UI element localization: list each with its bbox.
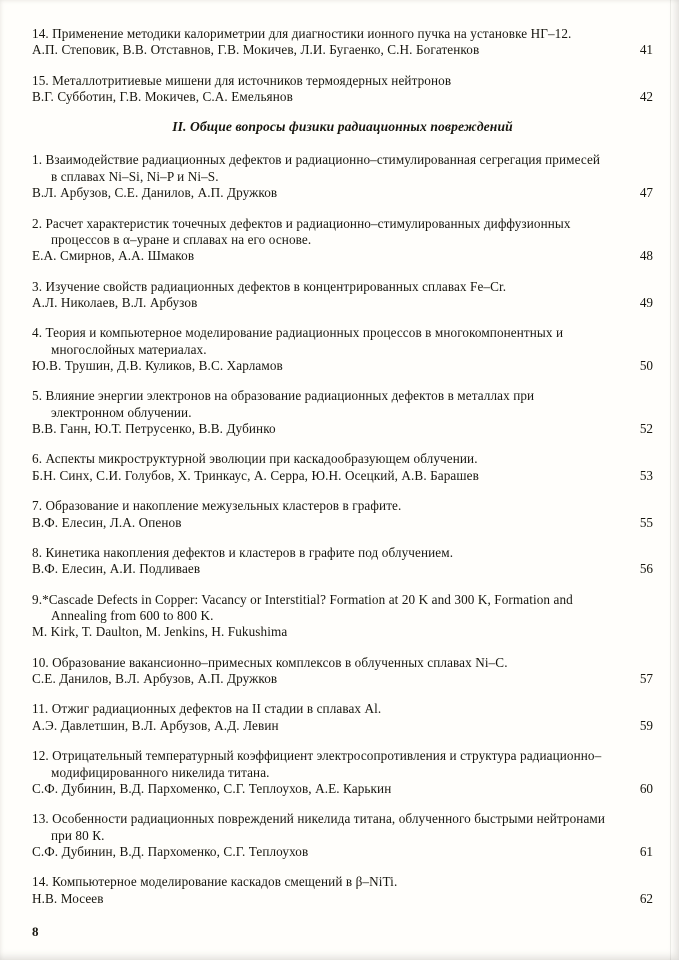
entry-text [32, 451, 619, 484]
entry-page-number: 47 [639, 185, 653, 201]
entry-authors: M. Kirk, T. Daulton, M. Jenkins, H. Fukushima [32, 624, 288, 640]
entry-text [32, 73, 619, 106]
entry-title: 5. Влияние энергии электронов на образование радиационных дефектов в металлах при электронном облучении. [32, 388, 535, 420]
section-heading: II. Общие вопросы физики радиационных повреждений [172, 119, 513, 135]
entry-text [32, 325, 619, 374]
entry-authors: В.В. Ганн, Ю.Т. Петрусенко, В.В. Дубинко [32, 421, 276, 437]
entry-authors: А.Э. Давлетшин, В.Л. Арбузов, А.Д. Левин [32, 717, 279, 733]
entry-page-number: 42 [639, 89, 653, 105]
entry-title: 4. Теория и компьютерное моделирование радиационных процессов в многокомпонентных и многослойных материалах. [32, 325, 564, 357]
entry-authors: С.Е. Данилов, В.Л. Арбузов, А.П. Дружков [32, 671, 278, 687]
entry-authors: Е.А. Смирнов, А.А. Шмаков [32, 248, 195, 264]
entry-page-number: 62 [639, 890, 653, 906]
entry-title: 14. Применение методики калориметрии для диагностики ионного пучка на установке НГ–12. [32, 26, 572, 41]
entry-text [32, 748, 619, 797]
toc-entry [32, 748, 653, 797]
entry-page-number: 41 [639, 42, 653, 58]
page-number: 8 [32, 924, 39, 939]
entry-title: 9.*Cascade Defects in Copper: Vacancy or Interstitial? Formation at 20 K and 300 K, Formation and Annealing from 600 to 800 K. [32, 591, 573, 623]
entry-title: 13. Особенности радиационных повреждений никелида титана, облученного быстрыми нейтронами при 80 К. [32, 811, 606, 843]
entry-page-number: 53 [639, 467, 653, 483]
entry-text [32, 152, 619, 201]
entry-page-number: 48 [639, 248, 653, 264]
entry-text [32, 26, 619, 59]
toc-entry [32, 325, 653, 374]
entry-page-number: 52 [639, 421, 653, 437]
entry-text [32, 279, 619, 312]
entry-text [32, 545, 619, 578]
entry-authors: А.П. Степовик, В.В. Отставнов, Г.В. Мокичев, Л.И. Бугаенко, С.Н. Богатенков [32, 42, 480, 58]
entry-page-number: 55 [639, 514, 653, 530]
toc-entry [32, 874, 653, 907]
entry-title: 15. Металлотритиевые мишени для источников термоядерных нейтронов [32, 72, 452, 88]
entry-authors: Ю.В. Трушин, Д.В. Куликов, В.С. Харламов [32, 358, 283, 374]
entry-page-number: 59 [639, 717, 653, 733]
entry-text [32, 701, 619, 734]
toc-entry [32, 279, 653, 312]
entry-title: 12. Отрицательный температурный коэффициент электросопротивления и структура радиационно–модифицированного никелида титана. [32, 748, 602, 780]
toc-entry [32, 26, 653, 59]
entry-authors: В.Л. Арбузов, С.Е. Данилов, А.П. Дружков [32, 185, 278, 201]
toc-entry [32, 152, 653, 201]
entry-authors: Б.Н. Синх, С.И. Голубов, Х. Тринкаус, А. Серра, Ю.Н. Осецкий, А.В. Барашев [32, 467, 479, 483]
entry-text [32, 811, 619, 860]
entry-text [32, 388, 619, 437]
entry-page-number: 49 [639, 294, 653, 310]
toc-entry [32, 811, 653, 860]
toc-entry [32, 451, 653, 484]
toc-entry [32, 388, 653, 437]
entry-page-number: 60 [639, 780, 653, 796]
entry-authors: С.Ф. Дубинин, В.Д. Пархоменко, С.Г. Теплоухов, А.Е. Карькин [32, 780, 392, 796]
entry-title: 2. Расчет характеристик точечных дефектов и радиационно–стимулированных диффузионных процессов в α–уране и сплавах на его основе. [32, 215, 571, 247]
entry-title: 6. Аспекты микроструктурной эволюции при каскадообразующем облучении. [32, 451, 478, 467]
entry-page-number: 61 [639, 843, 653, 859]
toc-entry [32, 545, 653, 578]
entry-page-number: 56 [639, 561, 653, 577]
toc-entry [32, 592, 653, 641]
entry-authors: В.Г. Субботин, Г.В. Мокичев, С.А. Емельянов [32, 89, 293, 105]
entry-title: 3. Изучение свойств радиационных дефектов в концентрированных сплавах Fe–Cr. [32, 278, 507, 294]
scan-edge [670, 0, 671, 960]
entry-text [32, 216, 619, 265]
entry-authors: В.Ф. Елесин, А.И. Подливаев [32, 561, 201, 577]
toc-entry [32, 701, 653, 734]
entry-title: 7. Образование и накопление межузельных кластеров в графите. [32, 498, 402, 514]
entry-authors: В.Ф. Елесин, Л.А. Опенов [32, 514, 182, 530]
entry-text [32, 874, 619, 907]
toc-entry [32, 498, 653, 531]
toc-entry [32, 73, 653, 106]
toc-entry [32, 216, 653, 265]
entry-title: 11. Отжиг радиационных дефектов на II стадии в сплавах Al. [32, 701, 382, 717]
entry-text [32, 592, 619, 641]
entry-authors: А.Л. Николаев, В.Л. Арбузов [32, 294, 198, 310]
toc-entry [32, 655, 653, 688]
entry-text [32, 655, 619, 688]
entry-authors: Н.В. Мосеев [32, 890, 104, 906]
entry-page-number: 50 [639, 358, 653, 374]
entry-authors: С.Ф. Дубинин, В.Д. Пархоменко, С.Г. Теплоухов [32, 843, 309, 859]
toc-entries [32, 26, 653, 907]
entry-title: 1. Взаимодействие радиационных дефектов и радиационно–стимулированная сегрегация примесей в сплавах Ni–Si, Ni–P и Ni–S. [32, 152, 601, 184]
entry-title: 10. Образование вакансионно–примесных комплексов в облученных сплавах Ni–C. [32, 654, 508, 670]
entry-title: 14. Компьютерное моделирование каскадов смещений в β–NiTi. [32, 874, 398, 890]
entry-text [32, 498, 619, 531]
entry-page-number: 57 [639, 671, 653, 687]
entry-title: 8. Кинетика накопления дефектов и кластеров в графите под облучением. [32, 544, 454, 560]
